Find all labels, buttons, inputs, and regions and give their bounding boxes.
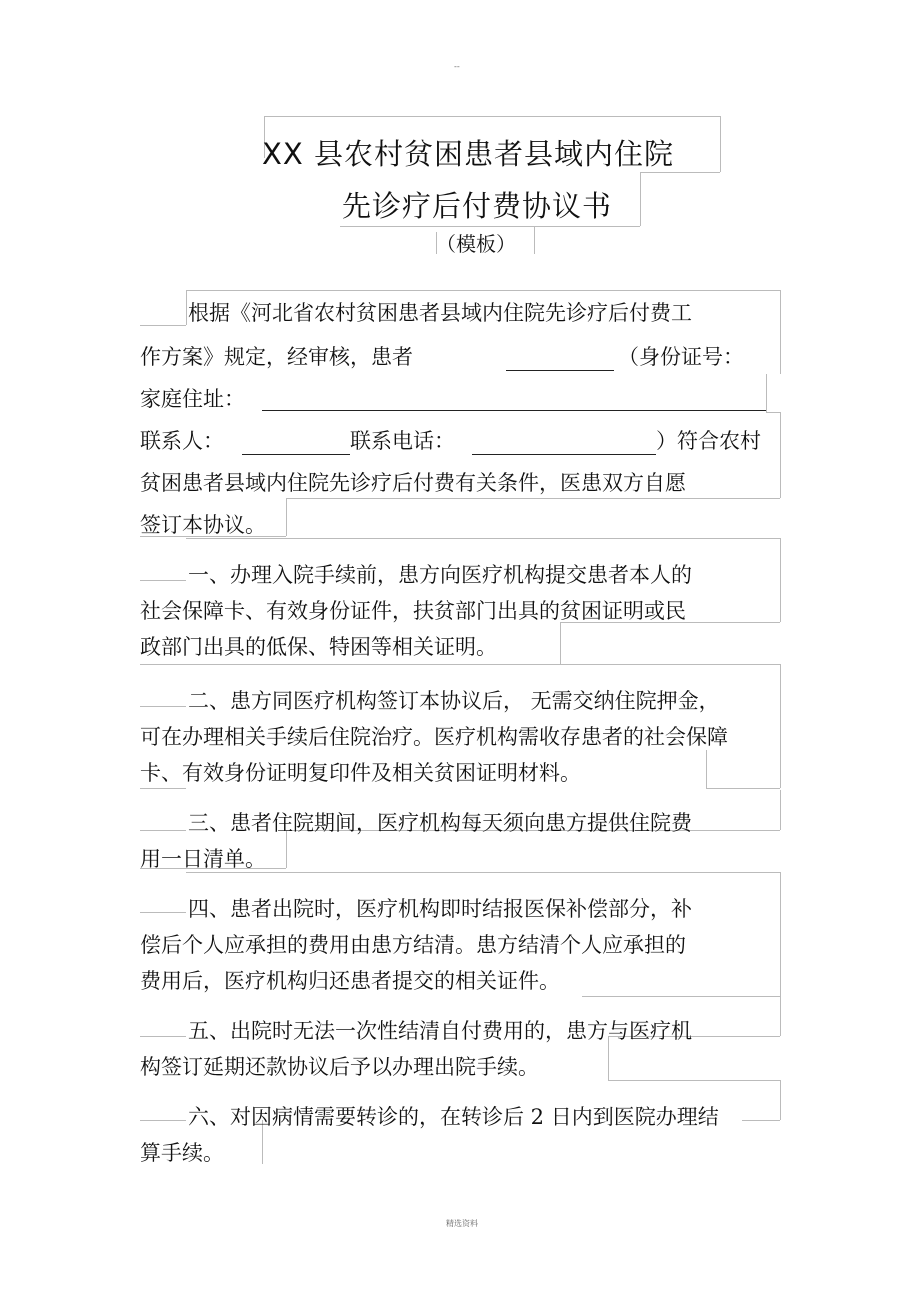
frame-line (186, 872, 780, 873)
clause-4-line: 偿后个人应承担的费用由患方结清。患方结清个人应承担的 (140, 933, 686, 957)
phone-label: 联系电话： (350, 429, 455, 453)
frame-line (534, 226, 535, 254)
frame-line (780, 1080, 781, 1120)
frame-line (140, 580, 186, 581)
address-blank (262, 410, 766, 411)
frame-line (640, 172, 720, 173)
intro-line: （身份证号： (618, 345, 744, 369)
frame-line (140, 1036, 186, 1037)
frame-line (286, 498, 287, 536)
frame-line (286, 498, 780, 499)
frame-line (340, 226, 640, 227)
frame-line (706, 788, 780, 789)
clause-2-line: 卡、有效身份证明复印件及相关贫困证明材料。 (140, 761, 581, 785)
header-mark: -- (454, 62, 460, 71)
document-title-template-note: （模板） (436, 232, 516, 256)
frame-line (640, 172, 641, 226)
frame-line (582, 996, 780, 997)
intro-line: 根据《河北省农村贫困患者县域内住院先诊疗后付费工 (188, 301, 692, 325)
frame-line (140, 912, 186, 913)
frame-line (140, 830, 186, 831)
frame-line (780, 790, 781, 830)
frame-line (560, 622, 561, 664)
intro-line: 贫困患者县域内住院先诊疗后付费有关条件，医患双方自愿 (140, 471, 686, 495)
clause-1-line: 政部门出具的低保、特困等相关证明。 (140, 635, 497, 659)
frame-line (186, 538, 780, 539)
frame-line (706, 750, 707, 788)
document-title-line1: XX 县农村贫困患者县域内住院 (262, 137, 674, 171)
patient-name-blank (506, 370, 614, 371)
clause-6-line: 六、对因病情需要转诊的，在转诊后 2 日内到医院办理结 (188, 1105, 719, 1129)
phone-blank (472, 454, 656, 455)
clause-4-line: 四、患者出院时，医疗机构即时结报医保补偿部分，补 (188, 897, 692, 921)
frame-line (780, 664, 781, 788)
frame-line (780, 872, 781, 996)
frame-line (140, 706, 186, 707)
clause-1-line: 一、办理入院手续前，患方向医疗机构提交患者本人的 (188, 563, 692, 587)
frame-line (264, 116, 720, 117)
frame-line (140, 325, 186, 326)
clause-5-line: 五、出院时无法一次性结清自付费用的，患方与医疗机 (188, 1019, 692, 1043)
clause-4-line: 费用后，医疗机构归还患者提交的相关证件。 (140, 969, 560, 993)
contact-label: 联系人： (140, 429, 224, 453)
frame-line (780, 290, 781, 374)
contact-blank (242, 454, 350, 455)
intro-line: 签订本协议。 (140, 513, 266, 537)
intro-line: ）符合农村 (656, 429, 761, 453)
clause-3-line: 三、患者住院期间，医疗机构每天须向患方提供住院费 (188, 811, 692, 835)
address-label: 家庭住址： (140, 387, 245, 411)
frame-line (780, 538, 781, 622)
footer-note: 精选资料 (446, 1219, 478, 1228)
frame-line (186, 290, 187, 325)
frame-line (780, 412, 781, 498)
intro-line: 作方案》规定，经审核，患者 (140, 345, 413, 369)
frame-line (140, 664, 780, 665)
frame-line (766, 412, 780, 413)
frame-line (720, 116, 721, 172)
clause-6-line: 算手续。 (140, 1141, 224, 1165)
clause-2-line: 二、患方同医疗机构签订本协议后， 无需交纳住院押金， (188, 689, 720, 713)
frame-line (186, 290, 780, 291)
clause-2-line: 可在办理相关手续后住院治疗。医疗机构需收存患者的社会保障 (140, 725, 728, 749)
frame-line (780, 996, 781, 1036)
clause-3-line: 用一日清单。 (140, 847, 266, 871)
clause-1-line: 社会保障卡、有效身份证件，扶贫部门出具的贫困证明或民 (140, 599, 686, 623)
frame-line (140, 788, 186, 789)
frame-line (608, 1080, 780, 1081)
frame-line (766, 374, 767, 412)
frame-line (140, 1120, 186, 1121)
clause-5-line: 构签订延期还款协议后予以办理出院手续。 (140, 1055, 539, 1079)
frame-line (742, 1120, 780, 1121)
document-title-line2: 先诊疗后付费协议书 (342, 189, 613, 223)
